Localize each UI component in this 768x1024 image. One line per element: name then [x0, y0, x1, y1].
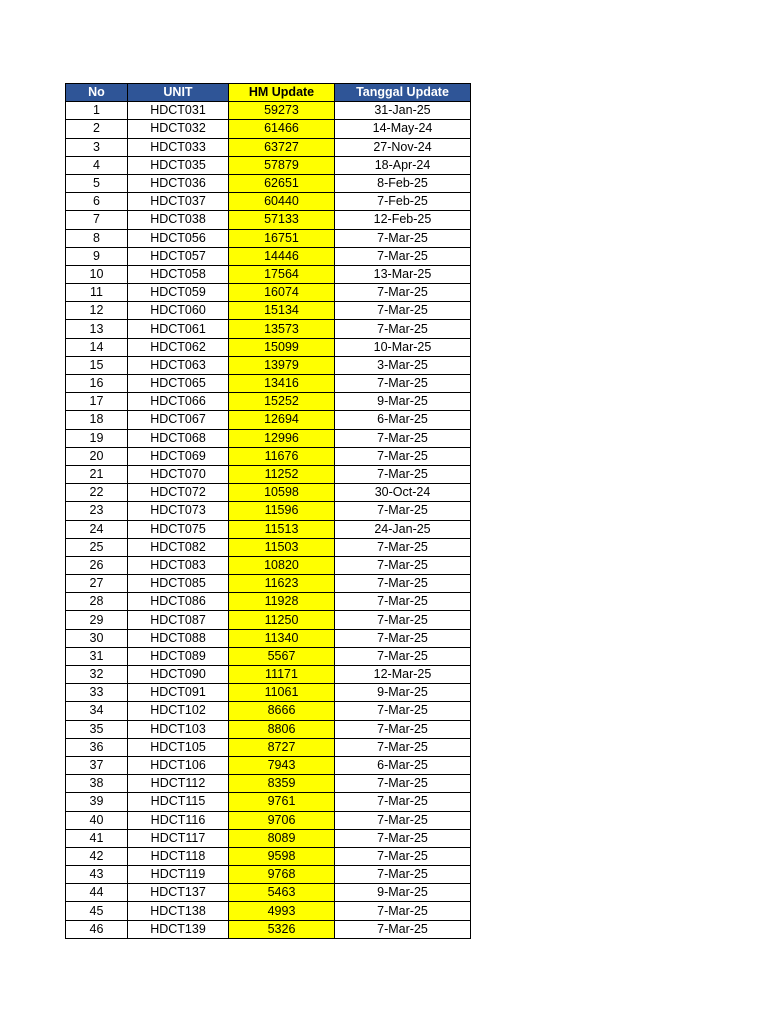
table-row — [66, 520, 471, 538]
cell-tanggal-update: 7-Mar-25 — [335, 647, 471, 665]
cell-no: 2 — [66, 120, 128, 138]
cell-no: 37 — [66, 756, 128, 774]
cell-no: 10 — [66, 265, 128, 283]
cell-unit: HDCT033 — [128, 138, 229, 156]
table-row — [66, 247, 471, 265]
cell-unit: HDCT038 — [128, 211, 229, 229]
cell-hm-update: 57879 — [229, 156, 335, 174]
cell-no: 27 — [66, 575, 128, 593]
cell-hm-update: 8727 — [229, 738, 335, 756]
cell-no: 30 — [66, 629, 128, 647]
cell-no: 15 — [66, 356, 128, 374]
cell-hm-update: 13416 — [229, 375, 335, 393]
table-row — [66, 847, 471, 865]
cell-tanggal-update: 9-Mar-25 — [335, 684, 471, 702]
cell-unit: HDCT105 — [128, 738, 229, 756]
cell-tanggal-update: 7-Mar-25 — [335, 575, 471, 593]
cell-unit: HDCT119 — [128, 866, 229, 884]
table-row — [66, 575, 471, 593]
cell-no: 34 — [66, 702, 128, 720]
cell-no: 32 — [66, 666, 128, 684]
cell-unit: HDCT065 — [128, 375, 229, 393]
cell-no: 25 — [66, 538, 128, 556]
table-row — [66, 320, 471, 338]
cell-unit: HDCT102 — [128, 702, 229, 720]
cell-tanggal-update: 7-Mar-25 — [335, 720, 471, 738]
cell-hm-update: 10820 — [229, 556, 335, 574]
table-row — [66, 338, 471, 356]
cell-tanggal-update: 8-Feb-25 — [335, 174, 471, 192]
cell-tanggal-update: 13-Mar-25 — [335, 265, 471, 283]
cell-tanggal-update: 7-Mar-25 — [335, 502, 471, 520]
table-body — [66, 102, 471, 939]
cell-hm-update: 61466 — [229, 120, 335, 138]
cell-tanggal-update: 7-Mar-25 — [335, 375, 471, 393]
cell-hm-update: 11623 — [229, 575, 335, 593]
cell-hm-update: 9768 — [229, 866, 335, 884]
cell-hm-update: 15134 — [229, 302, 335, 320]
cell-no: 23 — [66, 502, 128, 520]
cell-no: 44 — [66, 884, 128, 902]
cell-hm-update: 11250 — [229, 611, 335, 629]
table-row — [66, 265, 471, 283]
cell-unit: HDCT056 — [128, 229, 229, 247]
cell-hm-update: 8359 — [229, 775, 335, 793]
cell-unit: HDCT115 — [128, 793, 229, 811]
cell-unit: HDCT035 — [128, 156, 229, 174]
cell-tanggal-update: 7-Mar-25 — [335, 284, 471, 302]
cell-hm-update: 13573 — [229, 320, 335, 338]
cell-unit: HDCT088 — [128, 629, 229, 647]
cell-unit: HDCT061 — [128, 320, 229, 338]
cell-unit: HDCT138 — [128, 902, 229, 920]
cell-unit: HDCT067 — [128, 411, 229, 429]
cell-tanggal-update: 7-Mar-25 — [335, 611, 471, 629]
table-row — [66, 793, 471, 811]
cell-hm-update: 13979 — [229, 356, 335, 374]
cell-no: 7 — [66, 211, 128, 229]
cell-tanggal-update: 18-Apr-24 — [335, 156, 471, 174]
cell-tanggal-update: 7-Mar-25 — [335, 811, 471, 829]
table-row — [66, 720, 471, 738]
cell-unit: HDCT091 — [128, 684, 229, 702]
table-row — [66, 829, 471, 847]
cell-tanggal-update: 10-Mar-25 — [335, 338, 471, 356]
cell-hm-update: 15099 — [229, 338, 335, 356]
cell-no: 46 — [66, 920, 128, 938]
table-row — [66, 193, 471, 211]
cell-hm-update: 11252 — [229, 465, 335, 483]
cell-hm-update: 8806 — [229, 720, 335, 738]
cell-tanggal-update: 14-May-24 — [335, 120, 471, 138]
cell-no: 9 — [66, 247, 128, 265]
table-row — [66, 738, 471, 756]
cell-no: 19 — [66, 429, 128, 447]
cell-no: 28 — [66, 593, 128, 611]
cell-tanggal-update: 7-Mar-25 — [335, 738, 471, 756]
cell-hm-update: 62651 — [229, 174, 335, 192]
cell-hm-update: 12996 — [229, 429, 335, 447]
table-row — [66, 429, 471, 447]
table-row — [66, 666, 471, 684]
cell-tanggal-update: 7-Mar-25 — [335, 465, 471, 483]
table-row — [66, 156, 471, 174]
cell-unit: HDCT118 — [128, 847, 229, 865]
cell-no: 42 — [66, 847, 128, 865]
table-row — [66, 174, 471, 192]
cell-hm-update: 11596 — [229, 502, 335, 520]
cell-no: 13 — [66, 320, 128, 338]
table-row — [66, 902, 471, 920]
cell-hm-update: 5567 — [229, 647, 335, 665]
cell-unit: HDCT031 — [128, 102, 229, 120]
cell-unit: HDCT139 — [128, 920, 229, 938]
cell-no: 38 — [66, 775, 128, 793]
cell-tanggal-update: 7-Mar-25 — [335, 920, 471, 938]
table-row — [66, 866, 471, 884]
cell-unit: HDCT075 — [128, 520, 229, 538]
cell-tanggal-update: 7-Mar-25 — [335, 775, 471, 793]
cell-no: 24 — [66, 520, 128, 538]
table-row — [66, 447, 471, 465]
cell-hm-update: 11061 — [229, 684, 335, 702]
header-tanggal-update: Tanggal Update — [335, 84, 471, 102]
cell-unit: HDCT072 — [128, 484, 229, 502]
table-row — [66, 484, 471, 502]
cell-no: 33 — [66, 684, 128, 702]
cell-hm-update: 15252 — [229, 393, 335, 411]
cell-tanggal-update: 7-Mar-25 — [335, 556, 471, 574]
cell-no: 21 — [66, 465, 128, 483]
cell-tanggal-update: 7-Mar-25 — [335, 902, 471, 920]
cell-hm-update: 9706 — [229, 811, 335, 829]
cell-unit: HDCT063 — [128, 356, 229, 374]
cell-no: 35 — [66, 720, 128, 738]
cell-unit: HDCT089 — [128, 647, 229, 665]
table-row — [66, 702, 471, 720]
cell-no: 36 — [66, 738, 128, 756]
cell-unit: HDCT069 — [128, 447, 229, 465]
cell-no: 43 — [66, 866, 128, 884]
cell-unit: HDCT106 — [128, 756, 229, 774]
table-row — [66, 756, 471, 774]
cell-tanggal-update: 7-Mar-25 — [335, 866, 471, 884]
hm-update-table — [65, 83, 471, 939]
table-row — [66, 556, 471, 574]
table-row — [66, 102, 471, 120]
cell-tanggal-update: 12-Mar-25 — [335, 666, 471, 684]
table-row — [66, 138, 471, 156]
cell-tanggal-update: 30-Oct-24 — [335, 484, 471, 502]
cell-tanggal-update: 7-Mar-25 — [335, 847, 471, 865]
cell-unit: HDCT073 — [128, 502, 229, 520]
table-row — [66, 811, 471, 829]
table-row — [66, 411, 471, 429]
cell-hm-update: 9761 — [229, 793, 335, 811]
cell-unit: HDCT085 — [128, 575, 229, 593]
cell-tanggal-update: 9-Mar-25 — [335, 393, 471, 411]
cell-hm-update: 8666 — [229, 702, 335, 720]
cell-hm-update: 5326 — [229, 920, 335, 938]
cell-tanggal-update: 12-Feb-25 — [335, 211, 471, 229]
cell-tanggal-update: 7-Mar-25 — [335, 629, 471, 647]
cell-tanggal-update: 7-Mar-25 — [335, 593, 471, 611]
cell-no: 5 — [66, 174, 128, 192]
table-row — [66, 375, 471, 393]
cell-tanggal-update: 7-Mar-25 — [335, 229, 471, 247]
cell-hm-update: 16074 — [229, 284, 335, 302]
table-row — [66, 684, 471, 702]
cell-tanggal-update: 6-Mar-25 — [335, 756, 471, 774]
cell-no: 26 — [66, 556, 128, 574]
cell-no: 31 — [66, 647, 128, 665]
cell-tanggal-update: 7-Mar-25 — [335, 429, 471, 447]
cell-tanggal-update: 7-Mar-25 — [335, 320, 471, 338]
cell-hm-update: 8089 — [229, 829, 335, 847]
cell-unit: HDCT032 — [128, 120, 229, 138]
cell-unit: HDCT112 — [128, 775, 229, 793]
table-row — [66, 302, 471, 320]
cell-hm-update: 11676 — [229, 447, 335, 465]
cell-tanggal-update: 7-Feb-25 — [335, 193, 471, 211]
cell-tanggal-update: 7-Mar-25 — [335, 247, 471, 265]
cell-no: 17 — [66, 393, 128, 411]
table-row — [66, 211, 471, 229]
cell-no: 20 — [66, 447, 128, 465]
cell-tanggal-update: 7-Mar-25 — [335, 829, 471, 847]
cell-hm-update: 14446 — [229, 247, 335, 265]
cell-hm-update: 16751 — [229, 229, 335, 247]
cell-unit: HDCT066 — [128, 393, 229, 411]
cell-no: 45 — [66, 902, 128, 920]
cell-no: 14 — [66, 338, 128, 356]
cell-hm-update: 11928 — [229, 593, 335, 611]
cell-tanggal-update: 7-Mar-25 — [335, 538, 471, 556]
cell-no: 39 — [66, 793, 128, 811]
cell-unit: HDCT083 — [128, 556, 229, 574]
cell-unit: HDCT116 — [128, 811, 229, 829]
cell-tanggal-update: 7-Mar-25 — [335, 702, 471, 720]
cell-unit: HDCT036 — [128, 174, 229, 192]
cell-unit: HDCT062 — [128, 338, 229, 356]
cell-unit: HDCT058 — [128, 265, 229, 283]
cell-unit: HDCT086 — [128, 593, 229, 611]
cell-no: 1 — [66, 102, 128, 120]
table-row — [66, 593, 471, 611]
cell-hm-update: 7943 — [229, 756, 335, 774]
table-row — [66, 393, 471, 411]
cell-unit: HDCT103 — [128, 720, 229, 738]
cell-no: 6 — [66, 193, 128, 211]
cell-tanggal-update: 27-Nov-24 — [335, 138, 471, 156]
cell-no: 40 — [66, 811, 128, 829]
cell-no: 12 — [66, 302, 128, 320]
cell-no: 41 — [66, 829, 128, 847]
cell-hm-update: 4993 — [229, 902, 335, 920]
cell-hm-update: 11340 — [229, 629, 335, 647]
table-row — [66, 120, 471, 138]
cell-tanggal-update: 6-Mar-25 — [335, 411, 471, 429]
cell-no: 3 — [66, 138, 128, 156]
cell-tanggal-update: 7-Mar-25 — [335, 447, 471, 465]
cell-hm-update: 5463 — [229, 884, 335, 902]
cell-hm-update: 11171 — [229, 666, 335, 684]
table-row — [66, 647, 471, 665]
table-row — [66, 356, 471, 374]
cell-tanggal-update: 31-Jan-25 — [335, 102, 471, 120]
cell-hm-update: 17564 — [229, 265, 335, 283]
cell-hm-update: 11513 — [229, 520, 335, 538]
header-no: No — [66, 84, 128, 102]
table-row — [66, 465, 471, 483]
cell-unit: HDCT082 — [128, 538, 229, 556]
cell-unit: HDCT037 — [128, 193, 229, 211]
cell-hm-update: 57133 — [229, 211, 335, 229]
cell-no: 18 — [66, 411, 128, 429]
header-hm-update: HM Update — [229, 84, 335, 102]
header-row — [66, 84, 471, 102]
cell-tanggal-update: 7-Mar-25 — [335, 793, 471, 811]
header-unit: UNIT — [128, 84, 229, 102]
cell-unit: HDCT068 — [128, 429, 229, 447]
table-row — [66, 538, 471, 556]
table-row — [66, 502, 471, 520]
cell-no: 22 — [66, 484, 128, 502]
cell-no: 8 — [66, 229, 128, 247]
table-row — [66, 229, 471, 247]
table-row — [66, 884, 471, 902]
cell-tanggal-update: 24-Jan-25 — [335, 520, 471, 538]
cell-no: 11 — [66, 284, 128, 302]
cell-hm-update: 63727 — [229, 138, 335, 156]
table-row — [66, 611, 471, 629]
cell-unit: HDCT117 — [128, 829, 229, 847]
cell-tanggal-update: 9-Mar-25 — [335, 884, 471, 902]
cell-hm-update: 9598 — [229, 847, 335, 865]
cell-no: 4 — [66, 156, 128, 174]
cell-unit: HDCT060 — [128, 302, 229, 320]
cell-unit: HDCT070 — [128, 465, 229, 483]
cell-no: 29 — [66, 611, 128, 629]
cell-unit: HDCT059 — [128, 284, 229, 302]
cell-no: 16 — [66, 375, 128, 393]
cell-unit: HDCT087 — [128, 611, 229, 629]
cell-tanggal-update: 7-Mar-25 — [335, 302, 471, 320]
cell-hm-update: 59273 — [229, 102, 335, 120]
cell-hm-update: 12694 — [229, 411, 335, 429]
cell-unit: HDCT137 — [128, 884, 229, 902]
cell-unit: HDCT090 — [128, 666, 229, 684]
table-row — [66, 775, 471, 793]
cell-unit: HDCT057 — [128, 247, 229, 265]
table-row — [66, 920, 471, 938]
cell-tanggal-update: 3-Mar-25 — [335, 356, 471, 374]
cell-hm-update: 60440 — [229, 193, 335, 211]
cell-hm-update: 11503 — [229, 538, 335, 556]
cell-hm-update: 10598 — [229, 484, 335, 502]
table-row — [66, 629, 471, 647]
table-row — [66, 284, 471, 302]
